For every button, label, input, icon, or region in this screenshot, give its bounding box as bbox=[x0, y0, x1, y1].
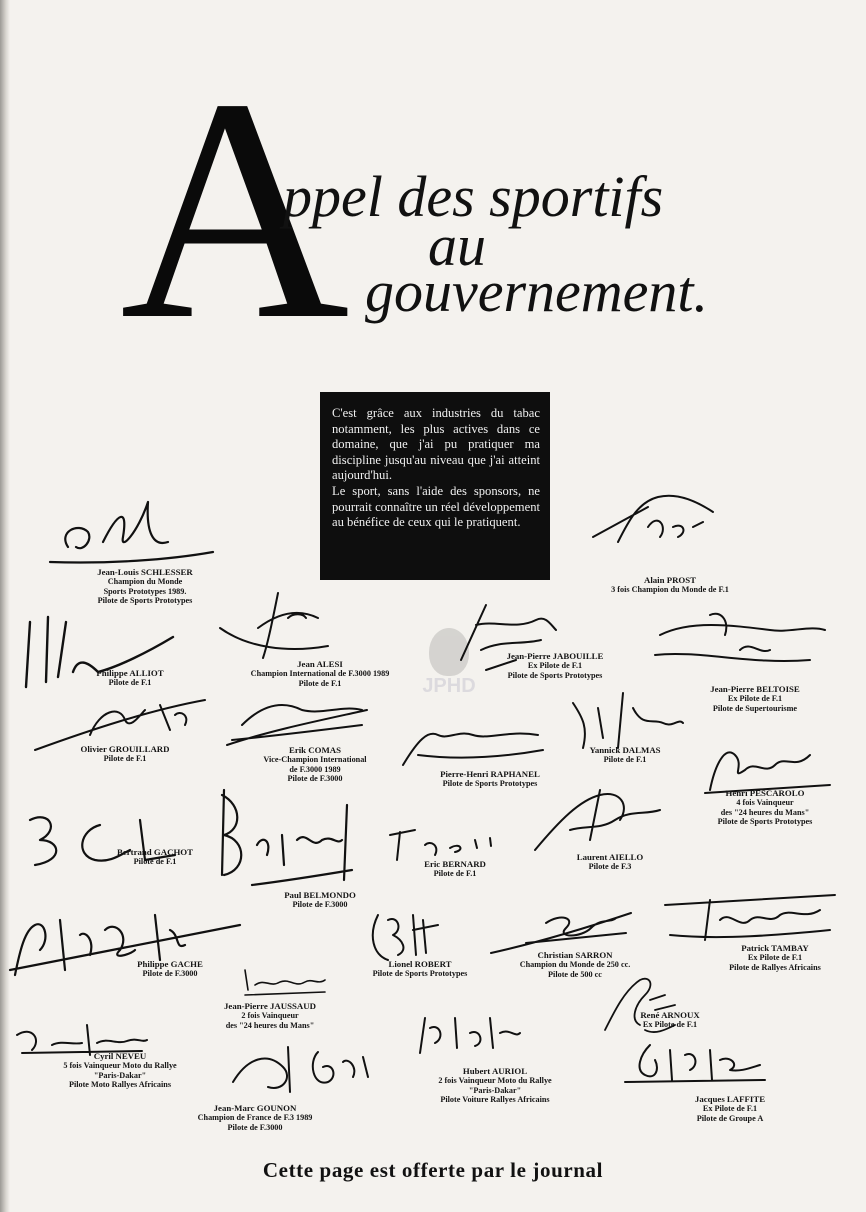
caption-aiello: Laurent AIELLO Pilote de F.3 bbox=[576, 852, 644, 872]
title-line-1: ppel des sportifs bbox=[283, 164, 664, 229]
caption-alesi: Jean ALESI Champion International de F.3000 1989 Pilote de F.1 bbox=[250, 659, 390, 688]
signature-sarron bbox=[486, 898, 636, 958]
quote-box bbox=[320, 392, 550, 580]
caption-laffite: Jacques LAFFITE Ex Pilote de F.1 Pilote de Groupe A bbox=[694, 1094, 766, 1123]
caption-neveu: Cyril NEVEU 5 fois Vainqueur Moto du Rallye "Paris-Dakar" Pilote Moto Rallyes Africains bbox=[63, 1051, 177, 1090]
signature-pescarolo bbox=[700, 735, 840, 795]
title-line-2: au bbox=[428, 213, 486, 278]
caption-gounon: Jean-Marc GOUNON Champion de France de F.3 1989 Pilote de F.3000 bbox=[197, 1103, 313, 1132]
page-binding-edge bbox=[0, 0, 10, 1212]
caption-auriol: Hubert AURIOL 2 fois Vainqueur Moto du Rallye "Paris-Dakar" Pilote Voiture Rallyes Africains bbox=[438, 1066, 552, 1105]
caption-gache: Philippe GACHE Pilote de F.3000 bbox=[137, 959, 203, 979]
signature-alesi bbox=[218, 588, 338, 668]
caption-tambay: Patrick TAMBAY Ex Pilote de F.1 Pilote de Rallyes Africains bbox=[729, 943, 821, 972]
caption-comas: Erik COMAS Vice-Champion International de F.3000 1989 Pilote de F.3000 bbox=[263, 745, 367, 784]
signature-aiello bbox=[530, 780, 670, 855]
caption-dalmas: Yannick DALMAS Pilote de F.1 bbox=[589, 745, 661, 765]
caption-schlesser: Jean-Louis SCHLESSER Champion du Monde Sports Prototypes 1989. Pilote de Sports Prototypes bbox=[97, 567, 193, 606]
caption-arnoux: René ARNOUX Ex Pilote de F.1 bbox=[640, 1010, 700, 1030]
caption-gachot: Bertrand GACHOT Pilote de F.1 bbox=[117, 847, 193, 867]
caption-prost: Alain PROST 3 fois Champion du Monde de F.1 bbox=[611, 575, 729, 595]
watermark-text: JPHD bbox=[422, 675, 476, 697]
signature-schlesser bbox=[48, 492, 218, 572]
signature-beltoise bbox=[650, 605, 830, 685]
title-line-3: gouvernement. bbox=[365, 259, 709, 324]
signature-prost bbox=[588, 482, 728, 562]
caption-alliot: Philippe ALLIOT Pilote de F.1 bbox=[96, 668, 164, 688]
signature-tambay bbox=[660, 890, 840, 950]
caption-jabouille: Jean-Pierre JABOUILLE Ex Pilote de F.1 Pilote de Sports Prototypes bbox=[506, 651, 604, 680]
caption-bernard: Eric BERNARD Pilote de F.1 bbox=[424, 859, 486, 879]
caption-jaussaud: Jean-Pierre JAUSSAUD 2 fois Vainqueur des "24 heures du Mans" bbox=[224, 1001, 316, 1030]
signature-gounon bbox=[228, 1032, 378, 1102]
quote-paragraph-1: C'est grâce aux industries du tabac notamment, les plus actives dans ce domaine, que j'ai pu pratiquer ma discipline jusqu'au niveau que j'ai atteint aujourd'hui. bbox=[332, 406, 540, 483]
quote-paragraph-2: Le sport, sans l'aide des sponsors, ne pourrait connaître un réel développement au bénéfice de ceux qui le pratiquent. bbox=[332, 483, 540, 530]
caption-raphanel: Pierre-Henri RAPHANEL Pilote de Sports Prototypes bbox=[440, 769, 540, 789]
title-drop-cap: A bbox=[120, 33, 350, 385]
caption-belmondo: Paul BELMONDO Pilote de F.3000 bbox=[284, 890, 356, 910]
caption-beltoise: Jean-Pierre BELTOISE Ex Pilote de F.1 Pilote de Supertourisme bbox=[710, 684, 800, 713]
signature-laffite bbox=[620, 1040, 770, 1090]
signature-robert bbox=[368, 905, 443, 965]
signature-jaussaud bbox=[240, 960, 330, 1000]
caption-pescarolo: Henri PESCAROLO 4 fois Vainqueur des "24 heures du Mans" Pilote de Sports Prototypes bbox=[717, 788, 813, 827]
signature-auriol bbox=[415, 1008, 525, 1063]
caption-sarron: Christian SARRON Champion du Monde de 250 cc. Pilote de 500 cc bbox=[519, 950, 631, 979]
signature-raphanel bbox=[398, 710, 548, 770]
caption-robert: Lionel ROBERT Pilote de Sports Prototypes bbox=[372, 959, 468, 979]
caption-grouillard: Olivier GROUILLARD Pilote de F.1 bbox=[80, 744, 170, 764]
signature-belmondo bbox=[212, 785, 362, 895]
footer-credit: Cette page est offerte par le journal bbox=[262, 1158, 604, 1182]
